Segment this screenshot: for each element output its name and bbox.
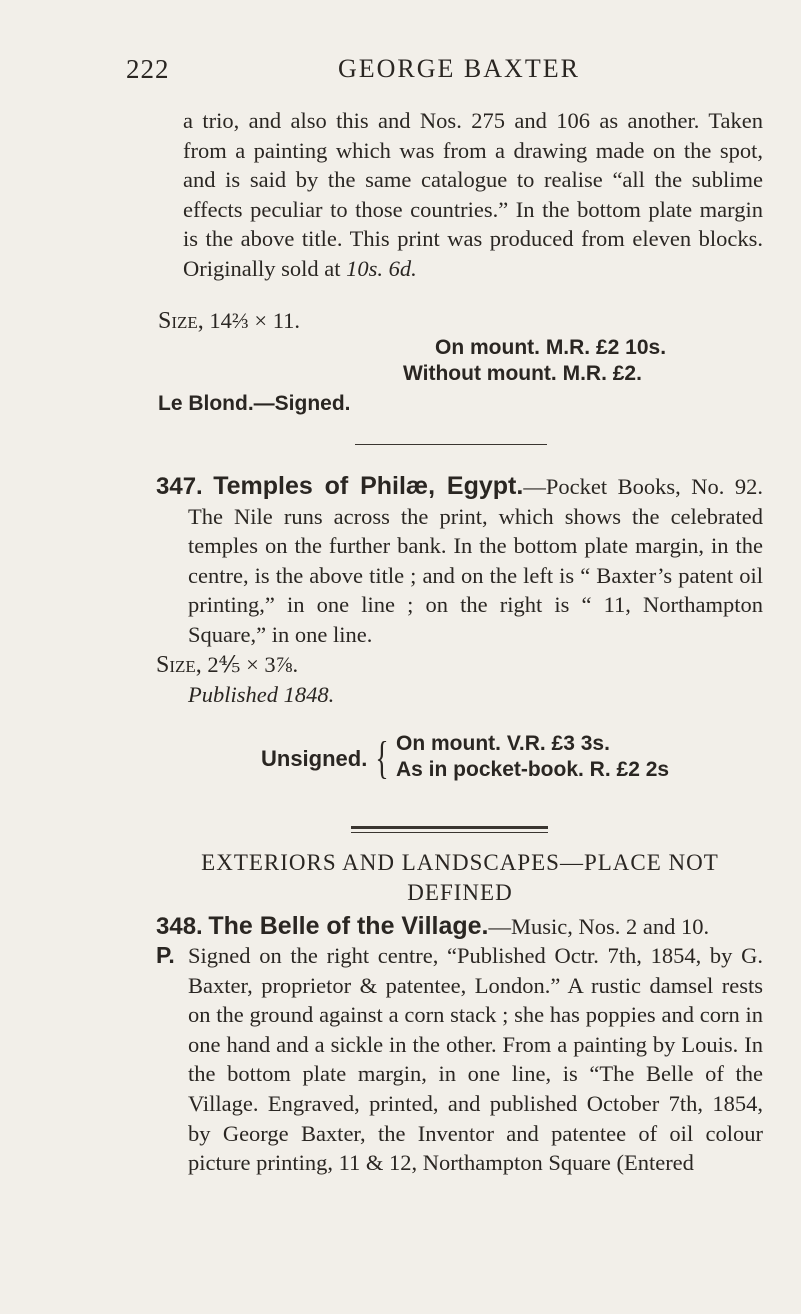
- entry-347-prices: [261, 732, 761, 786]
- entry-title: The Belle of the Village.: [208, 912, 489, 940]
- entry-description: The Nile runs across the print, which shows the celebrated temples on the further bank. In the bottom plate margin, in the centre, is the above title ; and on the left is “ Baxter’s patent oil printing,” in one line ; on the right is “ 11, Northampton Square,” in one line.: [188, 503, 763, 647]
- entry-marker: P.: [156, 942, 175, 968]
- entry-348-body: [188, 941, 763, 1178]
- intro-block: [183, 106, 763, 284]
- entry-347: [156, 472, 763, 710]
- size-label: Size,: [158, 308, 204, 334]
- running-header: [0, 54, 801, 88]
- entry-subtitle: —Music, Nos. 2 and 10.: [488, 914, 710, 939]
- entry-347-size: [156, 650, 763, 681]
- intro-price-mounted: On mount. M.R. £2 10s.: [435, 336, 667, 359]
- intro-size-line: [158, 306, 738, 337]
- signed-label: Le Blond.—Signed.: [158, 392, 351, 415]
- size-value: 14⅔ × 11.: [209, 308, 301, 333]
- section-rule: [351, 826, 548, 829]
- entry-number: 347.: [156, 473, 203, 500]
- intro-signed: [158, 390, 351, 416]
- original-price: 10s. 6d.: [346, 255, 417, 281]
- entry-348-description: Signed on the right centre, “Published Octr. 7th, 1854, by G. Baxter, proprietor & patentee, London.” A rustic damsel rests on the ground against a corn stack ; she has poppies and corn in one hand and a sickle in the other. From a painting by Louis. In the bottom plate margin, in one line, is “The Belle of the Village. Engraved, printed, and published October 7th, 1854, by George Baxter, the Inventor and patentee of oil colour picture printing, 11 & 12, Northampton Square (Entered: [188, 943, 763, 1176]
- price-pocket-book: As in pocket-book. R. £2 2s: [396, 758, 670, 781]
- intro-price-unmounted: Without mount. M.R. £2.: [403, 362, 642, 385]
- section-rule-thin: [351, 832, 548, 833]
- section-heading: EXTERIORS AND LANDSCAPES—PLACE NOT DEFINED: [201, 850, 719, 905]
- price-mounted: On mount. V.R. £3 3s.: [396, 732, 610, 755]
- intro-paragraph: [183, 106, 763, 284]
- unsigned-label: Unsigned.: [261, 746, 368, 771]
- entry-subtitle: —Pocket Books, No. 92.: [523, 474, 763, 499]
- entry-347-published: [156, 680, 763, 710]
- size-value: 2⅘ × 3⅞.: [207, 651, 299, 677]
- entry-348: [156, 912, 763, 942]
- running-title: GEORGE BAXTER: [338, 54, 580, 83]
- entry-title: Temples of Philæ, Egypt.: [213, 472, 524, 500]
- size-label: Size,: [156, 651, 202, 678]
- entry-number: 348.: [156, 913, 203, 940]
- divider-rule: [355, 444, 547, 445]
- page-number: 222: [126, 54, 170, 84]
- intro-text: a trio, and also this and Nos. 275 and 106 as another. Taken from a painting which was from a drawing made on the spot, and is said by the same catalogue to realise “all the sublime effects peculiar to those countries.” In the bottom plate margin is the above title. This print was produced from eleven blocks. Originally sold at: [183, 108, 763, 281]
- published-label: Published 1848.: [188, 682, 335, 708]
- entry-348-paragraph: [156, 912, 763, 942]
- brace-icon: {: [375, 732, 389, 783]
- entry-347-paragraph: [156, 472, 763, 650]
